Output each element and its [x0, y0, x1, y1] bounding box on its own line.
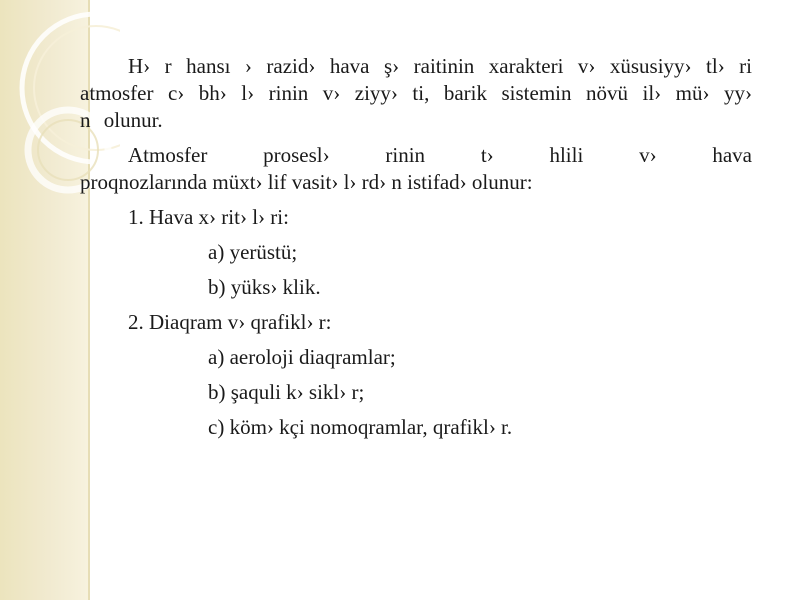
list-item: a) aeroloji diaqramlar; [208, 345, 396, 369]
list-group-2-title: 2. Diaqram v› qrafikl› r: [128, 310, 332, 334]
paragraph-1: H› r hansı › razid› hava ş› raitinin xarakteri v› xüsusiyy› tl› ri atmosfer c› bh› l› rinin v› ziyy› ti, barik sistemin növü il› mü› yy› n olunur. [80, 54, 752, 132]
list-item: b) şaquli k› sikl› r; [208, 380, 365, 404]
paragraph-2-line-1: Atmosfer prosesl› rinin t› hlili v› hava [128, 143, 752, 167]
slide-content [80, 53, 752, 441]
list-item: b) yüks› klik. [208, 275, 321, 299]
paragraph-2 [80, 142, 752, 196]
paragraph-2-line-2: proqnozlarında müxt› lif vasit› l› rd› n istifad› olunur: [80, 170, 533, 194]
list-item: a) yerüstü; [208, 240, 298, 264]
list-group-1-title: 1. Hava x› rit› l› ri: [128, 205, 289, 229]
list-item: c) köm› kçi nomoqramlar, qrafikl› r. [208, 415, 513, 439]
